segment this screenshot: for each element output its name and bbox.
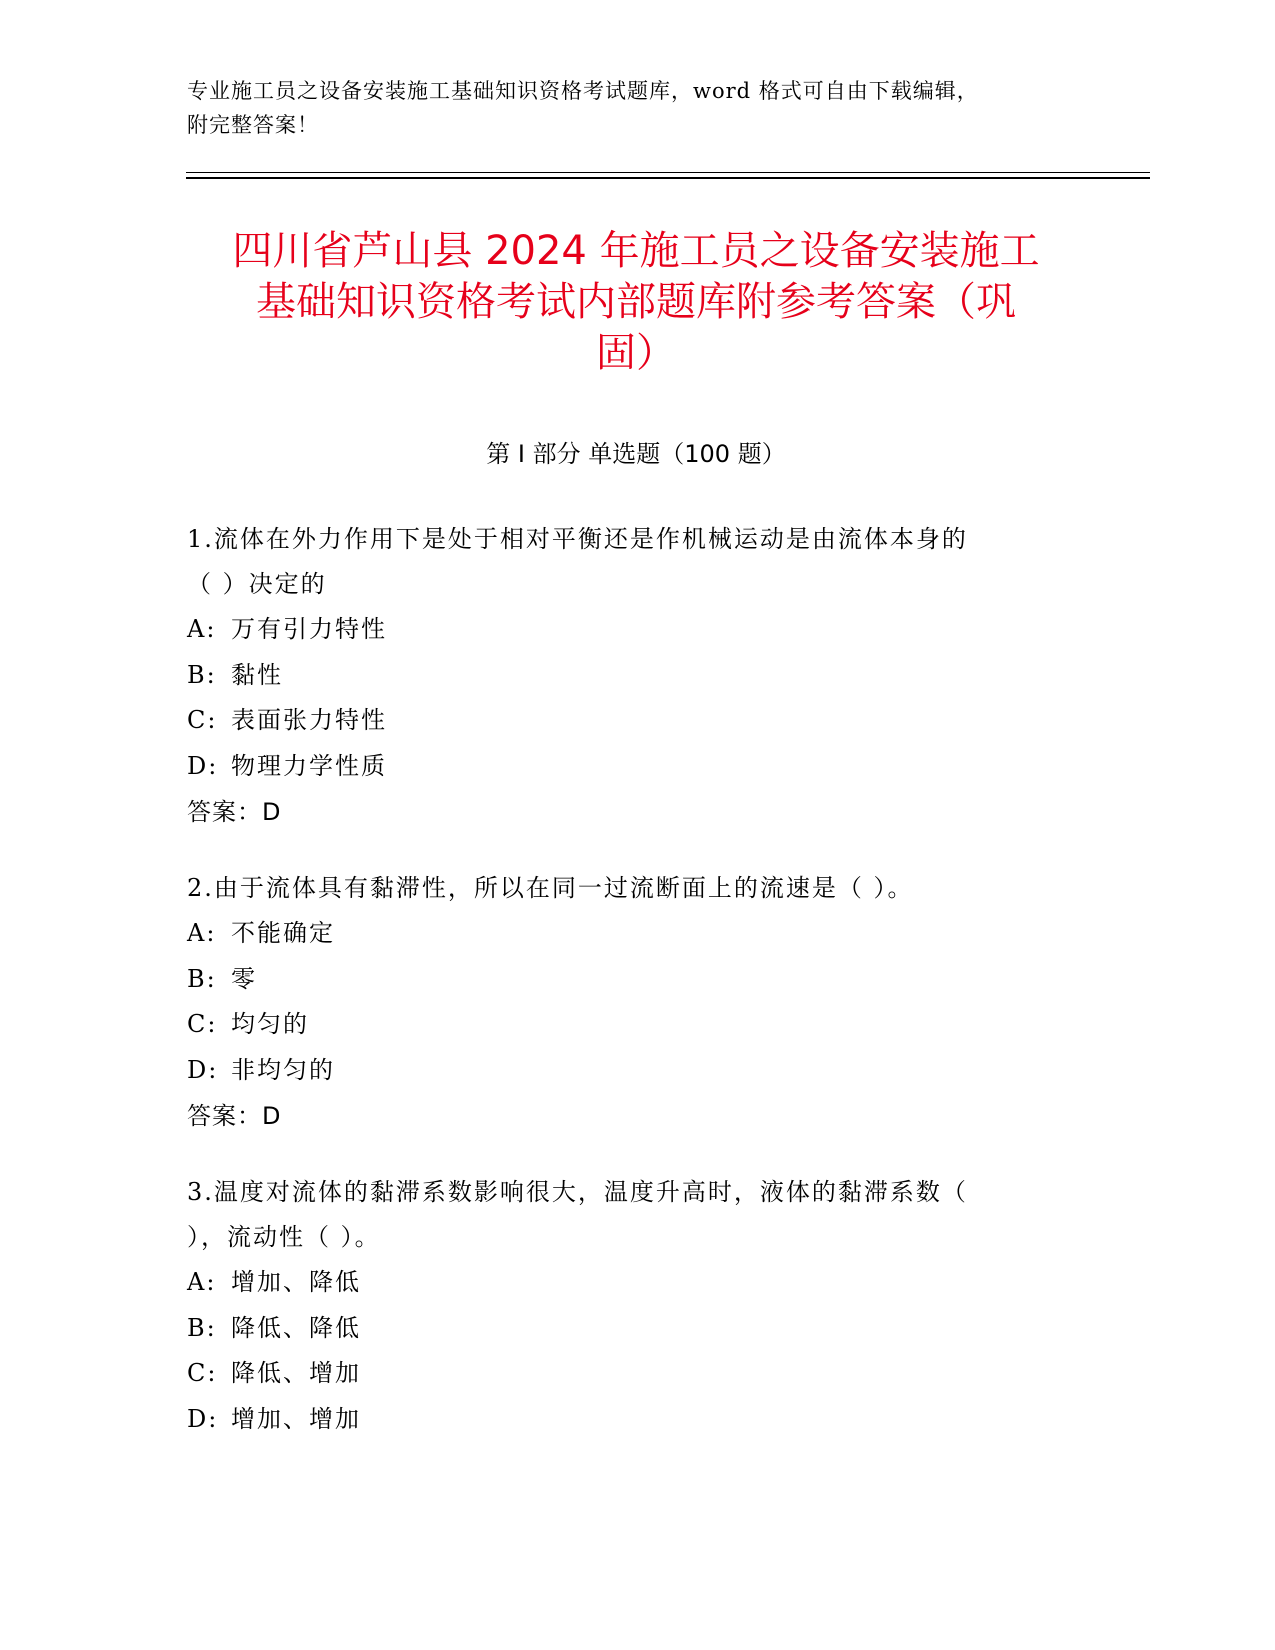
answer: 答案：D [187,798,282,826]
question-2 [187,866,1067,1139]
option-key: B: [187,964,217,993]
stem-line: 1.流体在外力作用下是处于相对平衡还是作机械运动是由流体本身的 [187,525,968,553]
document-title [186,226,1086,379]
option-c [187,1002,1067,1048]
question-stem [187,1170,1067,1260]
divider-thin [186,172,1150,173]
option-text: 降低、增加 [231,1359,361,1387]
option-text: 降低、降低 [231,1313,361,1342]
question-stem [187,517,1067,607]
option-key: C: [187,706,218,734]
option-key: C: [187,1359,218,1387]
option-d [187,744,1067,790]
option-a [187,911,1067,957]
option-text: 均匀的 [231,1010,309,1038]
stem-line: 3.温度对流体的黏滞系数影响很大，温度升高时，液体的黏滞系数（ [187,1178,968,1206]
option-text: 不能确定 [231,919,335,947]
option-text: 黏性 [231,660,283,689]
option-key: D: [187,1404,219,1433]
header-note-line-1: 专业施工员之设备安装施工基础知识资格考试题库，word 格式可自由下载编辑， [187,79,979,103]
divider-thick [186,177,1150,179]
title-line-3: 固） [596,330,676,376]
header-note-line-2: 附完整答案！ [187,113,319,137]
option-a [187,1260,1067,1306]
option-key: A: [187,1268,217,1296]
stem-line: （ ）决定的 [187,570,327,598]
title-line-2: 基础知识资格考试内部题库附参考答案（巩 [256,279,1016,325]
stem-line: 2.由于流体具有黏滞性，所以在同一过流断面上的流速是（ ）。 [187,874,914,902]
option-key: D: [187,751,219,780]
option-b [187,653,1067,699]
option-text: 万有引力特性 [231,615,387,643]
option-key: A: [187,615,217,643]
option-c [187,1351,1067,1397]
option-d [187,1397,1067,1443]
stem-line: ），流动性（ ）。 [187,1223,381,1251]
option-key: A: [187,919,217,947]
question-stem [187,866,1067,911]
option-text: 增加、降低 [231,1268,361,1296]
section-title: 第 I 部分 单选题（100 题） [486,440,786,468]
option-b [187,957,1067,1003]
option-key: B: [187,1313,217,1342]
option-c [187,698,1067,744]
option-key: D: [187,1055,219,1084]
option-text: 增加、增加 [231,1404,361,1433]
option-a [187,607,1067,653]
option-d [187,1048,1067,1094]
question-1 [187,517,1067,835]
option-key: B: [187,660,217,689]
option-b [187,1306,1067,1352]
option-text: 零 [231,964,257,993]
option-text: 物理力学性质 [231,751,387,780]
option-key: C: [187,1010,218,1038]
title-line-1: 四川省芦山县 2024 年施工员之设备安装施工 [232,228,1040,274]
question-3 [187,1170,1067,1442]
header-note [187,74,1087,142]
option-text: 非均匀的 [231,1055,335,1084]
answer: 答案：D [187,1102,282,1130]
option-text: 表面张力特性 [231,706,387,734]
